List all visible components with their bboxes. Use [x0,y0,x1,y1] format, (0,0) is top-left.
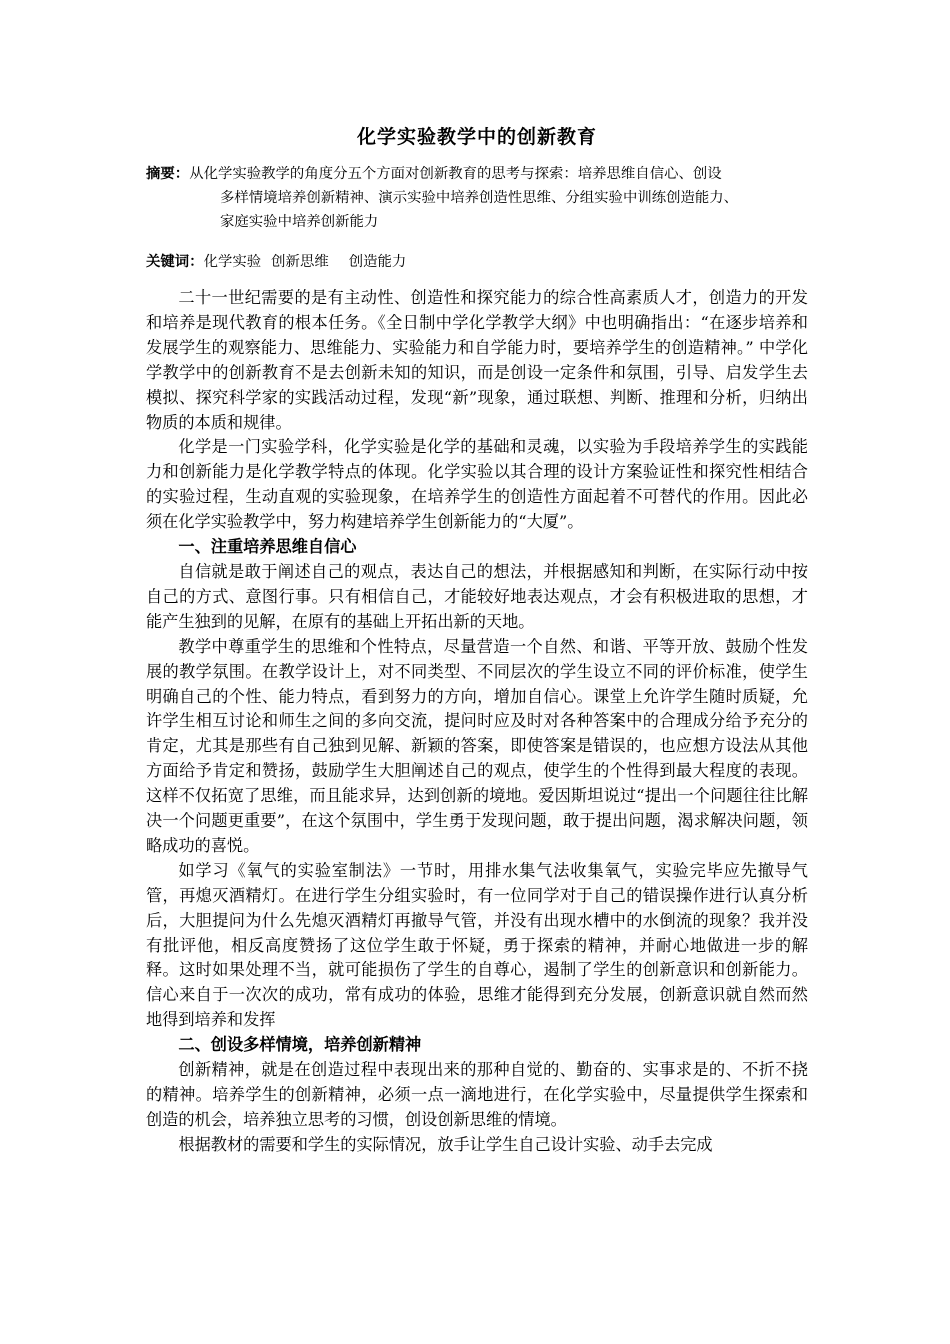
document-body [146,286,808,1158]
abstract-line-1 [146,162,808,186]
keyword-2: 创新思维 [271,254,329,270]
abstract-line-3: 家庭实验中培养创新能力 [220,214,379,230]
document-title: 化学实验教学中的创新教育 [356,126,597,148]
keywords-label: 关键词： [146,254,204,270]
abstract [146,162,808,234]
section-1-paragraph-2: 教学中尊重学生的思维和个性特点，尽量营造一个自然、和谐、平等开放、鼓励个性发展的教学氛围。在教学设计上，对不同类型、不同层次的学生设立不同的评价标准，使学生明确自己的个性、能力特点，看到努力的方向，增加自信心。课堂上允许学生随时质疑，允许学生相互讨论和师生之间的多向交流，提问时应及时对各种答案中的合理成分给予充分的肯定，尤其是那些有自己独到见解、新颖的答案，即使答案是错误的，也应想方设法从其他方面给予肯定和赞扬，鼓励学生大胆阐述自己的观点，使学生的个性得到最大程度的表现。这样不仅拓宽了思维，而且能求异，达到创新的境地。爱因斯坦说过“提出一个问题往往比解决一个问题更重要”，在这个氛围中，学生勇于发现问题，敢于提出问题，渴求解决问题，领略成功的喜悦。 [146,636,808,855]
section-1-paragraph-3: 如学习《氧气的实验室制法》一节时，用排水集气法收集氧气，实验完毕应先撤导气管，再熄灭酒精灯。在进行学生分组实验时，有一位同学对于自己的错误操作进行认真分析后，大胆提问为什么先熄灭酒精灯再撤导气管，并没有出现水槽中的水倒流的现象？我并没有批评他，相反高度赞扬了这位学生敢于怀疑，勇于探索的精神，并耐心地做进一步的解释。这时如果处理不当，就可能损伤了学生的自尊心，遏制了学生的创新意识和创新能力。信心来自于一次次的成功，常有成功的体验，思维才能得到充分发展，创新意识就自然而然地得到培养和发挥 [146,860,808,1030]
intro-paragraph-1: 二十一世纪需要的是有主动性、创造性和探究能力的综合性高素质人才，创造力的开发和培养是现代教育的根本任务。《全日制中学化学教学大纲》中也明确指出：“在逐步培养和发展学生的观察能力、思维能力、实验能力和自学能力时，要培养学生的创造精神。” 中学化学教学中的创新教育不是去创新未知的知识，而是创设一定条件和氛围，引导、启发学生去模拟、探究科学家的实践活动过程，发现“新”现象，通过联想、判断、推理和分析，归纳出物质的本质和规律。 [146,288,808,432]
section-1-paragraph-1: 自信就是敢于阐述自己的观点，表达自己的想法，并根据感知和判断，在实际行动中按自己的方式、意图行事。只有相信自己，才能较好地表达观点，才会有积极进取的思想，才能产生独到的见解，在原有的基础上开拓出新的天地。 [146,561,808,631]
intro-paragraph-2: 化学是一门实验学科，化学实验是化学的基础和灵魂，以实验为手段培养学生的实践能力和创新能力是化学教学特点的体现。化学实验以其合理的设计方案验证性和探究性相结合的实验过程，生动直观的实验现象，在培养学生的创造性方面起着不可替代的作用。因此必须在化学实验教学中，努力构建培养学生创新能力的“大厦”。 [146,437,808,532]
section-2-heading: 二、创设多样情境，培养创新精神 [178,1035,422,1055]
section-2-paragraph-1: 创新精神，就是在创造过程中表现出来的那种自觉的、勤奋的、实事求是的、不折不挠的精神。培养学生的创新精神，必须一点一滴地进行，在化学实验中，尽量提供学生探索和创造的机会，培养独立思考的习惯，创设创新思维的情境。 [146,1060,808,1129]
section-1-heading: 一、注重培养思维自信心 [178,537,357,557]
keyword-1: 化学实验 [203,254,262,270]
abstract-label: 摘要： [146,166,190,182]
keyword-3: 创造能力 [348,254,407,270]
keywords [146,250,808,274]
abstract-text-1: 从化学实验教学的角度分五个方面对创新教育的思考与探索：培养思维自信心、创设 [189,166,722,182]
abstract-line-2: 多样情境培养创新精神、演示实验中培养创造性思维、分组实验中训练创造能力、 [220,190,739,206]
section-2-paragraph-2: 根据教材的需要和学生的实际情况，放手让学生自己设计实验、动手去完成 [178,1134,713,1154]
